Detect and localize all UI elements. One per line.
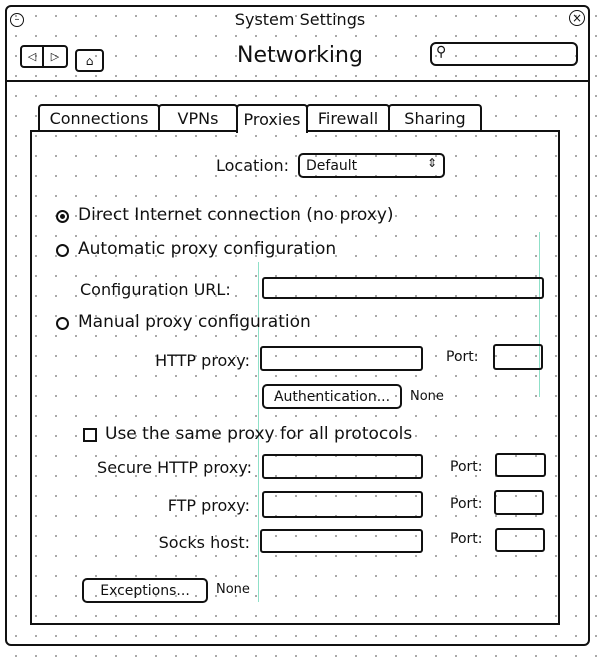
tab-label: Sharing bbox=[404, 108, 466, 128]
page-title: Networking bbox=[237, 43, 363, 68]
tab-sharing[interactable] bbox=[388, 104, 482, 130]
window-title: System Settings bbox=[234, 10, 366, 29]
tab-label: VPNs bbox=[177, 108, 219, 128]
radio-manual[interactable] bbox=[56, 317, 69, 330]
exceptions-button[interactable] bbox=[82, 578, 208, 603]
minimize-icon[interactable]: – bbox=[10, 13, 24, 27]
socks-host-input[interactable] bbox=[260, 529, 423, 553]
radio-direct[interactable] bbox=[56, 210, 69, 223]
tab-firewall[interactable] bbox=[306, 104, 390, 130]
http-proxy-input[interactable] bbox=[260, 346, 423, 371]
socks-port-label: Port: bbox=[450, 531, 483, 547]
location-value: Default bbox=[306, 158, 358, 174]
radio-direct-label: Direct Internet connection (no proxy) bbox=[78, 205, 394, 225]
secure-http-port-input[interactable] bbox=[495, 453, 546, 477]
forward-arrow-icon: ▷ bbox=[50, 50, 60, 63]
same-proxy-label: Use the same proxy for all protocols bbox=[105, 424, 413, 444]
close-icon[interactable]: × bbox=[569, 10, 585, 26]
secure-http-port-label: Port: bbox=[450, 459, 483, 475]
config-url-input[interactable] bbox=[262, 277, 544, 299]
home-icon: ⌂ bbox=[85, 53, 94, 68]
ftp-port-label: Port: bbox=[450, 496, 483, 512]
tab-label: Firewall bbox=[317, 108, 379, 128]
radio-automatic[interactable] bbox=[56, 244, 69, 257]
tab-proxies[interactable] bbox=[236, 104, 308, 133]
updown-chevron-icon: ⇕ bbox=[426, 156, 437, 170]
tab-vpns[interactable] bbox=[158, 104, 238, 130]
secure-http-proxy-input[interactable] bbox=[262, 454, 423, 479]
tab-connections[interactable] bbox=[38, 104, 160, 130]
authentication-button-label: Authentication... bbox=[273, 388, 391, 405]
socks-host-label: Socks host: bbox=[158, 533, 250, 552]
ftp-proxy-input[interactable] bbox=[262, 491, 423, 518]
radio-manual-label: Manual proxy configuration bbox=[78, 312, 311, 332]
ftp-port-input[interactable] bbox=[494, 490, 544, 515]
tab-label: Connections bbox=[49, 108, 149, 128]
back-arrow-icon: ◁ bbox=[27, 50, 37, 63]
search-icon: ⚲ bbox=[436, 44, 447, 60]
tab-label: Proxies bbox=[243, 110, 301, 129]
authentication-button[interactable] bbox=[262, 384, 402, 409]
location-select[interactable] bbox=[298, 153, 445, 178]
authentication-status: None bbox=[410, 389, 444, 404]
http-port-label: Port: bbox=[446, 349, 479, 365]
toolbar-divider bbox=[6, 80, 590, 82]
config-url-label: Configuration URL: bbox=[80, 280, 231, 299]
exceptions-status: None bbox=[216, 582, 250, 597]
same-proxy-checkbox[interactable] bbox=[83, 428, 97, 442]
secure-http-proxy-label: Secure HTTP proxy: bbox=[97, 458, 252, 477]
search-input[interactable] bbox=[430, 42, 578, 66]
exceptions-button-label: Exceptions... bbox=[100, 582, 190, 599]
http-port-input[interactable] bbox=[493, 344, 543, 370]
location-label: Location: bbox=[216, 156, 290, 175]
socks-port-input[interactable] bbox=[495, 528, 545, 552]
radio-automatic-label: Automatic proxy configuration bbox=[78, 239, 337, 259]
http-proxy-label: HTTP proxy: bbox=[155, 351, 250, 370]
ftp-proxy-label: FTP proxy: bbox=[167, 496, 250, 515]
